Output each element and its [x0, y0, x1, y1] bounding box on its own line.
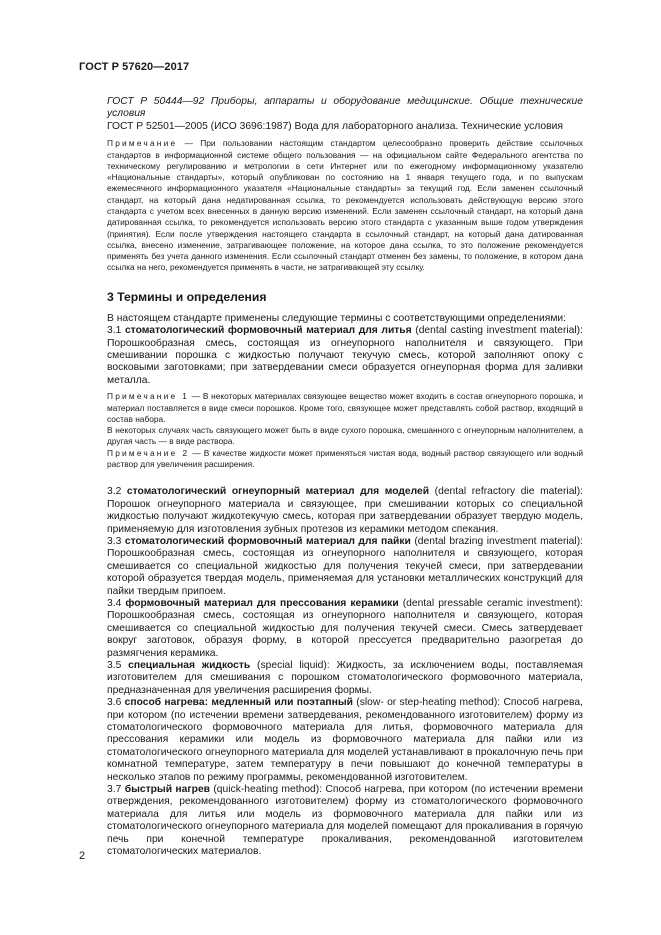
- term-number: 3.7: [107, 784, 122, 796]
- term-name: стоматологический формовочный материал для пайки: [124, 535, 411, 547]
- term-paragraph: [107, 697, 583, 784]
- term-number: 3.6: [107, 697, 122, 709]
- note-text: — При пользовании настоящим стандартом целесообразно проверить действие ссылочных стандартов в информационной системе общего пользования — на официальном сайте Федерального агентства по техническому регулированию и метрологии в сети Интернет или по ежегодному информационному указателю «Национальные стандарты», который опубликован по состоянию на 1 января текущего года, и по выпускам ежемесячного информационного указателя «Национальные стандарты» за текущий год. Если заменен ссылочный стандарт, на который дана недатированная ссылка, то рекомендуется использовать действующую версию этого стандарта с учетом всех внесенных в данную версию изменений. Если заменен ссылочный стандарт, на который дана датированная ссылка, то рекомендуется использовать версию этого стандарта с указанным выше годом утверждения (принятия). Если после утверждения настоящего стандарта в ссылочный стандарт, на который дана датированная ссылка, внесено изменение, затрагивающее положение, на которое дана ссылка, то это положение рекомендуется применять без учета данного изменения. Если ссылочный стандарт отменен без замены, то положение, в котором дана ссылка на него, рекомендуется применять в части, не затрагивающей эту ссылку.: [107, 138, 583, 273]
- term-definition: (quick-heating method): Способ нагрева, при котором (по истечении времени отверждения, рекомендованного изготовителем) форму из стоматологического формовочного материала для литья или модель из формовочного материала для пайки или из стоматологического огнеупорного материала для моделей помещают для прокаливания в горячую печь при конечной температуре прокаливания, рекомендованной изготовителем стоматологических материалов.: [107, 784, 583, 858]
- section-title: 3 Термины и определения: [107, 289, 267, 304]
- term-definition: (slow- or step-heating method): Способ нагрева, при котором (по истечении времени затвердевания, рекомендованного изготовителем) форму из стоматологического формовочного материала для литья, формовочного материала для прессования керамики или модель из формовочного материала для пайки или из стоматологического огнеупорного материала для моделей устанавливают в прокалочную печь при комнатной температуре, затем температуру в печи повышают до конечной температуры в несколько этапов по режиму программы, рекомендованной изготовителем.: [107, 697, 583, 783]
- note-text: — В качестве жидкости может применяться чистая вода, водный раствор связующего или водный раствор для увеличения расширения.: [107, 447, 583, 469]
- term-definition: (dental casting investment material): Порошкообразная смесь, состоящая из огнеупорного наполнителя и связующего. При смешивании порошка с жидкостью получают текучую смесь, которой заполняют опоку с восковыми заготовками; при затвердевании смеси образуется огнеупорная форма для заливки металла.: [107, 325, 583, 386]
- term-number: 3.4: [107, 597, 122, 609]
- term-name: стоматологический огнеупорный материал для моделей: [126, 486, 430, 498]
- term-number: 3.3: [107, 535, 122, 547]
- term-number: 3.1: [107, 325, 122, 337]
- reference-list: [107, 96, 583, 133]
- reference-item: ГОСТ Р 50444—92 Приборы, аппараты и оборудование медицинские. Общие технические условия: [107, 96, 583, 120]
- term-name: быстрый нагрев: [124, 784, 210, 796]
- term-definition: (dental refractory die material): Порошок огнеупорного материала и связующее, при смешивании которых со специальной жидкостью получают жидкотекучую смесь, которая при затвердевании образует твердую модель, применяемую для изготовления зубных протезов из керамики методом спекания.: [107, 486, 583, 535]
- note-text: — В некоторых материалах связующее вещество может входить в состав огнеупорного порошка, и материал поставляется в виде смеси порошков. Кроме того, связующее может представлять собой раствор, входящий в состав набора.: [107, 391, 583, 424]
- note-label: Примечание 1: [107, 391, 190, 402]
- note-label: Примечание 2: [107, 447, 190, 458]
- term-note: [107, 391, 583, 425]
- term-note: В некоторых случаях часть связующего может быть в виде сухого порошка, смешанного с огнеупорным наполнителем, а другая часть — в виде раствора.: [107, 425, 583, 447]
- term-name: стоматологический формовочный материал для литья: [124, 325, 412, 337]
- term-notes: [107, 391, 583, 470]
- term-definition: (special liquid): Жидкость, за исключением воды, поставляемая изготовителем для смешивания с порошком стоматологического формовочного материала, предназначенная для увеличения расширения формы.: [107, 659, 583, 696]
- term-paragraph: [107, 784, 583, 858]
- term-name: способ нагрева: медленный или поэтапный: [124, 697, 353, 709]
- note-label: Примечание: [107, 138, 178, 149]
- term-name: формовочный материал для прессования керамики: [125, 597, 399, 609]
- term-list: [107, 486, 583, 858]
- standard-code-header: ГОСТ Р 57620—2017: [79, 61, 190, 73]
- term-paragraph: [107, 325, 583, 387]
- term-definition: (dental pressable ceramic investment): Порошкообразная смесь, состоящая из огнеупорного наполнителя и связующего, которая смешивается со специальной жидкостью для получения текучей смеси. Смесь затвердевает вокруг заготовок, образуя форму, в которой прессуется предварительно разогретая до размягчения керамика.: [107, 597, 583, 659]
- term-paragraph: [107, 598, 583, 660]
- term-paragraph: [107, 486, 583, 536]
- term-paragraph: [107, 660, 583, 697]
- term-name: специальная жидкость: [128, 659, 251, 671]
- section-intro: В настоящем стандарте применены следующие термины с соответствующими определениями:: [107, 312, 567, 324]
- page-number: 2: [79, 850, 86, 862]
- page-content: [107, 96, 583, 858]
- term-number: 3.2: [107, 486, 122, 498]
- section-body: [107, 313, 583, 387]
- term-definition: (dental brazing investment material): Порошкообразная смесь, состоящая из огнеупорного наполнителя и связующего, которая смешивается со специальной жидкостью для получения текучей смеси, при затвердевании которой образуется твердая модель, применяемая для установки металлических конструкций для пайки твердым припоем.: [107, 535, 583, 597]
- term-paragraph: [107, 536, 583, 598]
- reference-item: ГОСТ Р 52501—2005 (ИСО 3696:1987) Вода для лабораторного анализа. Технические условия: [107, 120, 563, 132]
- term-number: 3.5: [107, 659, 122, 671]
- note-paragraph: [107, 138, 583, 274]
- term-note: [107, 448, 583, 471]
